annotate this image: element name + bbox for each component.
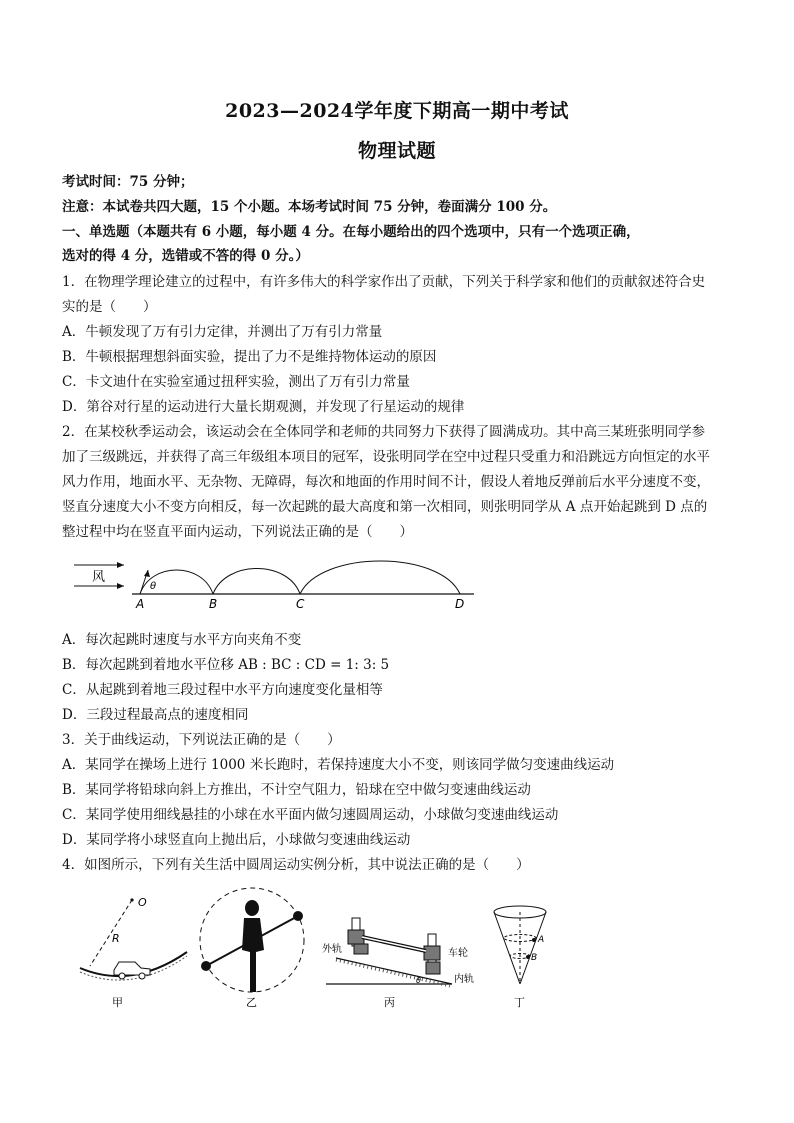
theta-label: θ (150, 581, 157, 592)
radius-line (90, 900, 132, 966)
q1-option-a: A．牛顿发现了万有引力定律，并测出了万有引力常量 (62, 324, 383, 340)
wind-label: 风 (92, 570, 106, 585)
triple-jump-figure (66, 556, 486, 614)
caption-yi: 乙 (246, 996, 257, 1009)
figure-yi (192, 884, 317, 1012)
inner-wheel-icon (424, 934, 440, 974)
q3-stem: 3．关于曲线运动，下列说法正确的是（ ） (62, 732, 341, 748)
exam-note: 注意：本试卷共四大题，15 个小题。本场考试时间 75 分钟，卷面满分 100 分。 (62, 199, 557, 215)
figure-jia (72, 890, 202, 1012)
wind-arrowhead-bottom (117, 583, 124, 589)
ball-left (201, 961, 211, 971)
cone-left-edge (494, 912, 520, 984)
launch-arrowhead (144, 570, 150, 577)
car-icon (114, 962, 150, 979)
q3-option-a: A．某同学在操场上进行 1000 米长跑时，若保持速度大小不变，则该同学做匀变速曲线运动 (62, 757, 615, 773)
q1-stem-line1: 1．在物理学理论建立的过程中，有许多伟大的科学家作出了贡献，下列关于科学家和他们的贡献叙述符合史 (62, 274, 706, 290)
label-outer-rail: 外轨 (322, 944, 342, 955)
caption-bing: 丙 (384, 996, 395, 1009)
q2-stem-line3: 风力作用，地面水平、无杂物、无障碍，每次和地面的作用时间不计，假设人着地反弹前后水平分速度不变， (62, 474, 710, 490)
figure-ding (488, 898, 558, 1012)
caption-jia: 甲 (112, 996, 123, 1009)
label-a: A (538, 935, 545, 945)
ball-right (293, 911, 303, 921)
section-heading-line1: 一、单选题（本题共有 6 小题，每小题 4 分。在每小题给出的四个选项中，只有一个选项正确， (62, 224, 640, 240)
q2-stem-line1: 2．在某校秋季运动会，该运动会在全体同学和老师的共同努力下获得了圆满成功。其中高三某班张明同学参 (62, 424, 706, 440)
center-point-o (130, 898, 133, 901)
section-heading-line2: 选对的得 4 分，选错或不答的得 0 分。） (62, 248, 309, 264)
q1-option-c: C．卡文迪什在实验室通过扭秤实验，测出了万有引力常量 (62, 374, 410, 390)
ball-a (532, 938, 536, 942)
person-icon (242, 900, 264, 992)
q1-stem-line2: 实的是（ ） (62, 299, 157, 315)
wind-arrowhead-top (117, 562, 124, 568)
q3-option-b: B．某同学将铅球向斜上方推出，不计空气阻力，铅球在空中做匀变速曲线运动 (62, 782, 531, 798)
q1-option-d: D．第谷对行星的运动进行大量长期观测，并发现了行星运动的规律 (62, 399, 465, 415)
label-wheel: 车轮 (448, 948, 468, 959)
cone-right-edge (520, 912, 546, 984)
point-c-label: C (296, 597, 305, 611)
caption-ding: 丁 (514, 996, 525, 1009)
exam-title: 2023—2024学年度下期高一期中考试 (225, 100, 569, 122)
label-r: R (112, 932, 120, 945)
point-d-label: D (455, 597, 465, 611)
q2-option-c: C．从起跳到着地三段过程中水平方向速度变化量相等 (62, 682, 383, 698)
q2-option-b: B．每次起跳到着地水平位移 AB : BC : CD = 1: 3: 5 (62, 657, 390, 673)
q2-stem-line2: 加了三级跳远，并获得了高三年级组本项目的冠军，设张明同学在空中过程只受重力和沿跳远方向恒定的水平 (62, 449, 710, 465)
q4-stem: 4．如图所示，下列有关生活中圆周运动实例分析，其中说法正确的是（ ） (62, 857, 530, 873)
exam-time: 考试时间：75 分钟； (62, 174, 194, 190)
label-theta: θ (416, 976, 421, 985)
jump-arc-2 (213, 569, 300, 595)
q3-option-d: D．某同学将小球竖直向上抛出后，小球做匀变速曲线运动 (62, 832, 411, 848)
point-b-label: B (209, 597, 218, 611)
point-a-label: A (136, 597, 145, 611)
q1-option-b: B．牛顿根据理想斜面实验，提出了力不是维持物体运动的原因 (62, 349, 437, 365)
q2-option-a: A．每次起跳时速度与水平方向夹角不变 (62, 632, 302, 648)
figure-bing (322, 904, 482, 1012)
label-inner-rail: 内轨 (454, 974, 474, 985)
q2-stem-line4: 竖直分速度大小不变方向相反，每一次起跳的最大高度和第一次相同，则张明同学从 A 点开始起跳到 D 点的 (62, 499, 708, 515)
label-b: B (531, 953, 538, 963)
ball-b (526, 955, 530, 959)
q3-option-c: C．某同学使用细线悬挂的小球在水平面内做匀速圆周运动，小球做匀变速曲线运动 (62, 807, 559, 823)
q2-stem-line5: 整过程中均在竖直平面内运动，下列说法正确的是（ ） (62, 524, 413, 540)
jump-arc-3 (300, 561, 460, 594)
q2-option-d: D．三段过程最高点的速度相同 (62, 707, 249, 723)
exam-subtitle: 物理试题 (357, 140, 436, 162)
axle-highlight (362, 937, 426, 951)
label-o: O (138, 896, 147, 909)
